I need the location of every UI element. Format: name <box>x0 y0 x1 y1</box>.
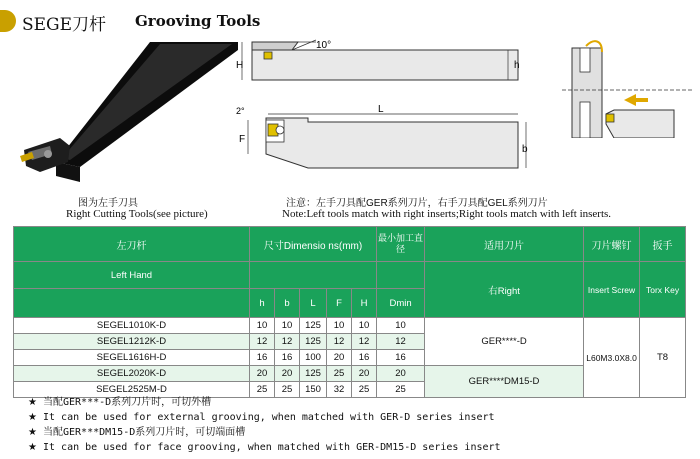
head-wrench-cn: 扳手 <box>640 227 686 262</box>
cell-L: 100 <box>300 350 327 366</box>
title-cn: SEGE刀杆 <box>22 15 107 35</box>
note-item <box>28 410 501 425</box>
head-model-cn: 左刀杆 <box>14 227 250 262</box>
cell-L: 150 <box>300 382 327 398</box>
head-dmin-cn: 最小加工直径 <box>377 227 425 262</box>
cell-b: 25 <box>275 382 300 398</box>
note-text: 当配GER***-D系列刀片时，可切外槽 <box>43 397 212 408</box>
cell-H: 20 <box>352 366 377 382</box>
cell-F: 25 <box>327 366 352 382</box>
dim-F-label: F <box>239 134 246 145</box>
cell-model: SEGEL2020K-D <box>14 366 250 382</box>
caption-note-cn: 注意：左手刀具配GER系列刀片，右手刀具配GEL系列刀片 <box>286 198 548 209</box>
angle-2-label: 2° <box>236 106 245 116</box>
application-drawing <box>562 38 692 138</box>
angle-10-label: 10° <box>316 40 332 51</box>
cell-model: SEGEL1212K-D <box>14 334 250 350</box>
head-screw-cn: 刀片螺钉 <box>584 227 640 262</box>
cell-L: 125 <box>300 366 327 382</box>
note-item <box>28 440 501 455</box>
cell-dmin: 10 <box>377 318 425 334</box>
cell-F: 20 <box>327 350 352 366</box>
cell-dmin: 16 <box>377 350 425 366</box>
cell-h: 20 <box>250 366 275 382</box>
cell-insert-2: GER****DM15-D <box>425 366 584 398</box>
star-icon: ★ <box>28 397 37 408</box>
head-dims-spacer <box>250 262 377 289</box>
note-text: It can be used for face grooving, when matched with GER-DM15-D series insert <box>43 442 501 453</box>
cell-F: 12 <box>327 334 352 350</box>
cell-model: SEGEL1010K-D <box>14 318 250 334</box>
cell-b: 16 <box>275 350 300 366</box>
cell-screw: L60M3.0X8.0 <box>584 318 640 398</box>
cell-model: SEGEL1616H-D <box>14 350 250 366</box>
star-icon: ★ <box>28 427 37 438</box>
cell-wrench: T8 <box>640 318 686 398</box>
head-model-en: Left Hand <box>14 262 250 289</box>
title-en: Grooving Tools <box>135 12 261 30</box>
dim-h-label: h <box>514 60 520 71</box>
star-icon: ★ <box>28 442 37 453</box>
cell-F: 32 <box>327 382 352 398</box>
note-text: It can be used for external grooving, when matched with GER-D series insert <box>43 412 495 423</box>
page-header <box>0 6 700 36</box>
note-item <box>28 395 501 410</box>
side-view-drawing <box>236 100 546 180</box>
head-col-L: L <box>300 289 327 318</box>
head-col-H: H <box>352 289 377 318</box>
cell-h: 10 <box>250 318 275 334</box>
note-text: 当配GER***DM15-D系列刀片时，可切端面槽 <box>43 427 246 438</box>
table-row <box>14 318 686 334</box>
head-wrench-en: Torx Key <box>640 262 686 318</box>
cell-h: 12 <box>250 334 275 350</box>
head-dims-cn: 尺寸Dimensio ns(mm) <box>250 227 377 262</box>
cell-dmin: 25 <box>377 382 425 398</box>
cell-H: 10 <box>352 318 377 334</box>
caption-left-en: Right Cutting Tools(see picture) <box>66 208 208 220</box>
cell-L: 125 <box>300 334 327 350</box>
dim-H-label: H <box>236 60 244 71</box>
cell-h: 25 <box>250 382 275 398</box>
cell-H: 25 <box>352 382 377 398</box>
head-screw-en: Insert Screw <box>584 262 640 318</box>
head-model-blank <box>14 289 250 318</box>
cell-insert-1: GER****-D <box>425 318 584 366</box>
caption-left-cn: 图为左手刀具 <box>78 198 138 209</box>
cell-b: 12 <box>275 334 300 350</box>
tool-holder-photo <box>10 42 238 192</box>
cell-h: 16 <box>250 350 275 366</box>
cell-F: 10 <box>327 318 352 334</box>
head-col-h: h <box>250 289 275 318</box>
top-view-drawing <box>236 38 536 90</box>
cell-b: 20 <box>275 366 300 382</box>
spec-table <box>13 226 686 398</box>
cell-H: 16 <box>352 350 377 366</box>
head-insert-cn: 适用刀片 <box>425 227 584 262</box>
caption-note-en: Note:Left tools match with right inserts;Right tools match with left inserts. <box>282 208 612 220</box>
cell-b: 10 <box>275 318 300 334</box>
head-col-F: F <box>327 289 352 318</box>
head-dmin-en: Dmin <box>377 289 425 318</box>
note-item <box>28 425 501 440</box>
cell-dmin: 20 <box>377 366 425 382</box>
star-icon: ★ <box>28 412 37 423</box>
head-insert-en: 右Right <box>425 262 584 318</box>
cell-L: 125 <box>300 318 327 334</box>
dim-L-label: L <box>378 104 384 115</box>
cell-dmin: 12 <box>377 334 425 350</box>
head-col-b: b <box>275 289 300 318</box>
cell-H: 12 <box>352 334 377 350</box>
head-dmin-spacer <box>377 262 425 289</box>
cell-model: SEGEL2525M-D <box>14 382 250 398</box>
notes-list <box>28 395 501 455</box>
header-accent-mark <box>0 10 16 32</box>
dim-b-label: b <box>522 144 528 155</box>
